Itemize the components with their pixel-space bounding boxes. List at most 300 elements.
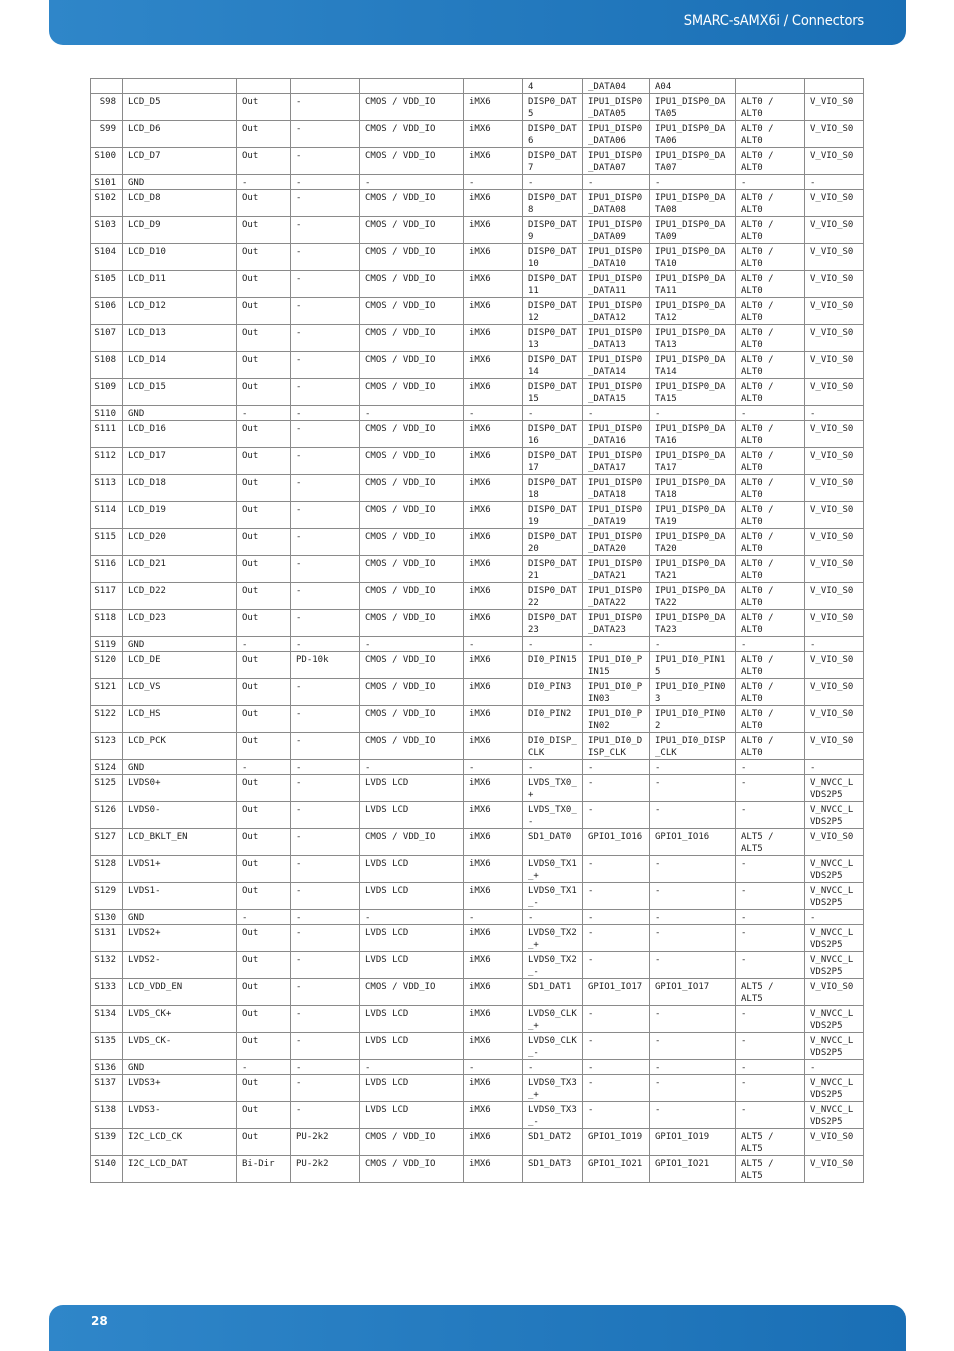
table-cell: - <box>237 910 291 925</box>
table-cell: S102 <box>91 190 123 217</box>
table-cell: V_VIO_S0 <box>805 679 864 706</box>
table-cell: - <box>650 856 736 883</box>
table-cell: DISP0_DAT19 <box>523 502 583 529</box>
table-cell: DISP0_DAT11 <box>523 271 583 298</box>
table-cell: CMOS / VDD_IO <box>360 1156 464 1183</box>
table-cell: V_VIO_S0 <box>805 190 864 217</box>
table-cell: GPIO1_IO17 <box>583 979 650 1006</box>
table-cell: - <box>237 406 291 421</box>
table-cell: - <box>360 1060 464 1075</box>
table-cell: - <box>650 802 736 829</box>
table-cell: LVDS0_TX3_+ <box>523 1075 583 1102</box>
table-cell: LCD_D23 <box>123 610 237 637</box>
table-cell: iMX6 <box>464 733 523 760</box>
table-cell: - <box>583 775 650 802</box>
table-cell: - <box>291 802 360 829</box>
table-cell: - <box>237 175 291 190</box>
table-cell: IPU1_DISP0_DATA11 <box>583 271 650 298</box>
table-row <box>91 637 864 652</box>
table-row <box>91 802 864 829</box>
table-cell: - <box>583 637 650 652</box>
table-cell: - <box>523 406 583 421</box>
table-cell: - <box>291 271 360 298</box>
table-cell: - <box>291 910 360 925</box>
table-cell: ALT0 / ALT0 <box>736 583 805 610</box>
table-cell: Out <box>237 679 291 706</box>
table-cell: Out <box>237 94 291 121</box>
table-row <box>91 94 864 121</box>
table-cell: V_VIO_S0 <box>805 1129 864 1156</box>
table-cell: iMX6 <box>464 379 523 406</box>
table-cell: CMOS / VDD_IO <box>360 829 464 856</box>
table-cell: DISP0_DAT17 <box>523 448 583 475</box>
table-cell: ALT0 / ALT0 <box>736 448 805 475</box>
table-cell: GPIO1_IO16 <box>583 829 650 856</box>
table-cell: - <box>650 406 736 421</box>
table-cell: - <box>291 637 360 652</box>
table-cell: iMX6 <box>464 1075 523 1102</box>
table-cell: V_VIO_S0 <box>805 352 864 379</box>
table-cell: V_VIO_S0 <box>805 217 864 244</box>
table-cell <box>360 79 464 94</box>
table-cell: DISP0_DAT9 <box>523 217 583 244</box>
table-cell: SD1_DAT3 <box>523 1156 583 1183</box>
table-cell: IPU1_DI0_PIN15 <box>650 652 736 679</box>
table-cell: DI0_DISP_CLK <box>523 733 583 760</box>
table-cell: IPU1_DISP0_DATA19 <box>650 502 736 529</box>
table-cell: iMX6 <box>464 421 523 448</box>
table-cell: LCD_D13 <box>123 325 237 352</box>
table-cell: LCD_D8 <box>123 190 237 217</box>
table-cell: - <box>237 760 291 775</box>
table-cell: S99 <box>91 121 123 148</box>
table-cell: LVDS0_TX2_+ <box>523 925 583 952</box>
table-cell: - <box>291 448 360 475</box>
table-cell: CMOS / VDD_IO <box>360 529 464 556</box>
table-cell: _DATA04 <box>583 79 650 94</box>
table-cell: - <box>805 760 864 775</box>
table-cell: V_VIO_S0 <box>805 379 864 406</box>
page-footer <box>49 1305 906 1351</box>
table-cell: - <box>291 583 360 610</box>
table-cell: iMX6 <box>464 556 523 583</box>
table-cell: DISP0_DAT23 <box>523 610 583 637</box>
table-cell: DISP0_DAT6 <box>523 121 583 148</box>
table-cell: S130 <box>91 910 123 925</box>
table-cell: iMX6 <box>464 271 523 298</box>
table-cell: DISP0_DAT5 <box>523 94 583 121</box>
table-cell: CMOS / VDD_IO <box>360 325 464 352</box>
table-cell: V_VIO_S0 <box>805 556 864 583</box>
table-cell: IPU1_DISP0_DATA06 <box>650 121 736 148</box>
table-cell: - <box>805 1060 864 1075</box>
table-cell: S101 <box>91 175 123 190</box>
table-row <box>91 856 864 883</box>
table-cell: V_NVCC_LVDS2P5 <box>805 775 864 802</box>
table-cell: V_NVCC_LVDS2P5 <box>805 883 864 910</box>
table-cell: V_VIO_S0 <box>805 298 864 325</box>
table-cell: - <box>736 1006 805 1033</box>
table-cell: - <box>650 925 736 952</box>
table-cell: ALT0 / ALT0 <box>736 502 805 529</box>
table-row <box>91 1006 864 1033</box>
table-cell: Out <box>237 1006 291 1033</box>
table-cell: LVDS0+ <box>123 775 237 802</box>
table-cell: LVDS LCD <box>360 952 464 979</box>
table-cell: IPU1_DISP0_DATA15 <box>583 379 650 406</box>
table-cell: iMX6 <box>464 1033 523 1060</box>
table-cell: - <box>291 244 360 271</box>
table-cell: LVDS LCD <box>360 1033 464 1060</box>
table-cell: S100 <box>91 148 123 175</box>
table-cell: - <box>291 925 360 952</box>
table-cell: - <box>291 856 360 883</box>
table-cell: IPU1_DISP0_DATA14 <box>583 352 650 379</box>
table-cell: - <box>583 1060 650 1075</box>
table-cell: iMX6 <box>464 1006 523 1033</box>
table-cell: CMOS / VDD_IO <box>360 679 464 706</box>
table-cell: - <box>736 952 805 979</box>
table-cell: I2C_LCD_DAT <box>123 1156 237 1183</box>
table-cell: IPU1_DISP0_DATA21 <box>583 556 650 583</box>
table-cell: GND <box>123 175 237 190</box>
table-cell: iMX6 <box>464 706 523 733</box>
table-cell: IPU1_DISP0_DATA10 <box>583 244 650 271</box>
table-cell: V_VIO_S0 <box>805 148 864 175</box>
table-cell: LCD_D20 <box>123 529 237 556</box>
table-cell: LVDS0_TX3_- <box>523 1102 583 1129</box>
table-cell: CMOS / VDD_IO <box>360 1129 464 1156</box>
table-cell: - <box>650 883 736 910</box>
table-cell: - <box>291 121 360 148</box>
table-cell: DISP0_DAT18 <box>523 475 583 502</box>
table-cell: I2C_LCD_CK <box>123 1129 237 1156</box>
table-cell: - <box>360 406 464 421</box>
table-row <box>91 79 864 94</box>
table-cell: LCD_D17 <box>123 448 237 475</box>
table-cell: ALT0 / ALT0 <box>736 352 805 379</box>
table-cell: ALT0 / ALT0 <box>736 706 805 733</box>
table-cell: - <box>736 760 805 775</box>
table-cell: iMX6 <box>464 148 523 175</box>
table-row <box>91 1033 864 1060</box>
table-cell: - <box>291 175 360 190</box>
table-cell: LVDS_CK+ <box>123 1006 237 1033</box>
table-cell: - <box>650 760 736 775</box>
table-cell: iMX6 <box>464 502 523 529</box>
table-cell: - <box>523 760 583 775</box>
table-cell: V_VIO_S0 <box>805 610 864 637</box>
table-cell: LVDS0_TX2_- <box>523 952 583 979</box>
table-cell: - <box>583 952 650 979</box>
table-cell: - <box>650 637 736 652</box>
table-cell: S116 <box>91 556 123 583</box>
table-row <box>91 244 864 271</box>
table-cell: - <box>360 175 464 190</box>
table-cell: IPU1_DISP0_DATA13 <box>583 325 650 352</box>
table-cell: S110 <box>91 406 123 421</box>
table-cell: CMOS / VDD_IO <box>360 190 464 217</box>
table-cell: LVDS0_TX1_- <box>523 883 583 910</box>
table-cell: CMOS / VDD_IO <box>360 475 464 502</box>
table-cell: Out <box>237 352 291 379</box>
table-cell: S124 <box>91 760 123 775</box>
table-row <box>91 475 864 502</box>
table-cell: IPU1_DI0_PIN02 <box>583 706 650 733</box>
table-cell: - <box>360 760 464 775</box>
table-cell: LCD_D10 <box>123 244 237 271</box>
table-cell: iMX6 <box>464 1102 523 1129</box>
table-row <box>91 298 864 325</box>
table-cell: Out <box>237 379 291 406</box>
table-cell: iMX6 <box>464 244 523 271</box>
table-cell: CMOS / VDD_IO <box>360 352 464 379</box>
table-cell: S117 <box>91 583 123 610</box>
table-cell: S127 <box>91 829 123 856</box>
table-cell: Out <box>237 652 291 679</box>
table-cell: LVDS LCD <box>360 1006 464 1033</box>
table-cell: - <box>291 760 360 775</box>
table-cell: LVDS2+ <box>123 925 237 952</box>
table-cell: GPIO1_IO19 <box>583 1129 650 1156</box>
table-cell <box>805 79 864 94</box>
table-cell: V_VIO_S0 <box>805 421 864 448</box>
table-cell: - <box>464 406 523 421</box>
table-cell: - <box>291 502 360 529</box>
table-cell: - <box>360 910 464 925</box>
table-cell: - <box>291 94 360 121</box>
table-cell: - <box>736 1060 805 1075</box>
table-cell: ALT0 / ALT0 <box>736 325 805 352</box>
table-row <box>91 979 864 1006</box>
table-cell: CMOS / VDD_IO <box>360 502 464 529</box>
table-cell: LCD_D11 <box>123 271 237 298</box>
table-cell: LVDS3+ <box>123 1075 237 1102</box>
table-cell: LCD_D19 <box>123 502 237 529</box>
table-cell: - <box>237 1060 291 1075</box>
table-cell: IPU1_DISP0_DATA06 <box>583 121 650 148</box>
table-cell: SD1_DAT1 <box>523 979 583 1006</box>
table-cell: - <box>523 910 583 925</box>
table-cell: S131 <box>91 925 123 952</box>
table-cell: LVDS3- <box>123 1102 237 1129</box>
table-cell: - <box>291 190 360 217</box>
table-cell: - <box>291 406 360 421</box>
table-cell: GPIO1_IO19 <box>650 1129 736 1156</box>
table-cell: PD-10k <box>291 652 360 679</box>
table-cell: S139 <box>91 1129 123 1156</box>
table-cell: PU-2k2 <box>291 1156 360 1183</box>
table-row <box>91 733 864 760</box>
table-cell: LCD_D7 <box>123 148 237 175</box>
table-cell: - <box>291 829 360 856</box>
table-cell: V_VIO_S0 <box>805 979 864 1006</box>
table-cell: LVDS LCD <box>360 883 464 910</box>
table-cell: - <box>736 925 805 952</box>
table-row <box>91 925 864 952</box>
table-cell <box>736 79 805 94</box>
table-cell: iMX6 <box>464 1156 523 1183</box>
table-cell: Out <box>237 802 291 829</box>
table-cell: iMX6 <box>464 475 523 502</box>
table-cell: IPU1_DI0_PIN03 <box>650 679 736 706</box>
table-cell: Out <box>237 979 291 1006</box>
table-cell: LVDS1+ <box>123 856 237 883</box>
table-cell: Out <box>237 421 291 448</box>
table-cell: S121 <box>91 679 123 706</box>
table-cell: - <box>736 802 805 829</box>
table-cell: - <box>291 679 360 706</box>
table-cell: IPU1_DISP0_DATA13 <box>650 325 736 352</box>
table-cell: V_VIO_S0 <box>805 244 864 271</box>
table-cell: V_NVCC_LVDS2P5 <box>805 856 864 883</box>
table-cell: - <box>523 1060 583 1075</box>
table-cell: Out <box>237 121 291 148</box>
table-cell: V_NVCC_LVDS2P5 <box>805 1006 864 1033</box>
table-cell: LCD_HS <box>123 706 237 733</box>
table-cell: ALT0 / ALT0 <box>736 298 805 325</box>
table-cell: DISP0_DAT16 <box>523 421 583 448</box>
table-cell: Out <box>237 190 291 217</box>
table-cell: iMX6 <box>464 652 523 679</box>
table-cell: LVDS LCD <box>360 1075 464 1102</box>
table-cell: GND <box>123 1060 237 1075</box>
table-cell: DISP0_DAT21 <box>523 556 583 583</box>
table-cell: - <box>650 952 736 979</box>
table-row <box>91 421 864 448</box>
table-cell: S137 <box>91 1075 123 1102</box>
table-cell: LVDS_CK- <box>123 1033 237 1060</box>
table-cell: iMX6 <box>464 856 523 883</box>
table-cell: - <box>583 1033 650 1060</box>
table-cell: - <box>464 1060 523 1075</box>
table-cell: iMX6 <box>464 952 523 979</box>
table-cell: iMX6 <box>464 802 523 829</box>
table-cell <box>237 79 291 94</box>
table-cell: IPU1_DISP0_DATA07 <box>583 148 650 175</box>
table-cell: CMOS / VDD_IO <box>360 556 464 583</box>
table-cell: DISP0_DAT8 <box>523 190 583 217</box>
table-cell: IPU1_DISP0_DATA17 <box>583 448 650 475</box>
table-cell: S140 <box>91 1156 123 1183</box>
table-row <box>91 271 864 298</box>
table-cell: S128 <box>91 856 123 883</box>
table-cell: - <box>291 325 360 352</box>
table-cell: - <box>291 706 360 733</box>
table-cell: Out <box>237 448 291 475</box>
table-cell: S107 <box>91 325 123 352</box>
table-cell: - <box>291 1102 360 1129</box>
table-cell: V_VIO_S0 <box>805 325 864 352</box>
table-cell: S103 <box>91 217 123 244</box>
table-cell: LCD_D22 <box>123 583 237 610</box>
table-cell: ALT0 / ALT0 <box>736 121 805 148</box>
table-row <box>91 148 864 175</box>
table-cell: Out <box>237 583 291 610</box>
table-cell: iMX6 <box>464 325 523 352</box>
table-cell: CMOS / VDD_IO <box>360 217 464 244</box>
table-cell: Out <box>237 529 291 556</box>
table-cell: LCD_BKLT_EN <box>123 829 237 856</box>
table-cell: - <box>583 925 650 952</box>
table-cell: CMOS / VDD_IO <box>360 706 464 733</box>
table-row <box>91 121 864 148</box>
table-cell: - <box>464 910 523 925</box>
table-cell: iMX6 <box>464 925 523 952</box>
table-row <box>91 775 864 802</box>
table-row <box>91 529 864 556</box>
table-cell: Out <box>237 610 291 637</box>
table-cell: A04 <box>650 79 736 94</box>
table-cell: Out <box>237 1075 291 1102</box>
table-cell: Out <box>237 1102 291 1129</box>
table-cell: ALT0 / ALT0 <box>736 610 805 637</box>
table-cell: CMOS / VDD_IO <box>360 271 464 298</box>
table-cell: - <box>736 406 805 421</box>
table-cell: DISP0_DAT15 <box>523 379 583 406</box>
table-cell: - <box>583 1075 650 1102</box>
table-row <box>91 1102 864 1129</box>
table-cell: IPU1_DISP0_DATA05 <box>583 94 650 121</box>
table-cell: IPU1_DISP0_DATA08 <box>650 190 736 217</box>
table-cell: Out <box>237 775 291 802</box>
table-cell: - <box>650 1006 736 1033</box>
table-cell: ALT5 / ALT5 <box>736 1156 805 1183</box>
table-cell: - <box>736 1033 805 1060</box>
table-cell: CMOS / VDD_IO <box>360 733 464 760</box>
table-cell: LCD_D14 <box>123 352 237 379</box>
table-cell: - <box>583 856 650 883</box>
table-cell: S112 <box>91 448 123 475</box>
table-cell: iMX6 <box>464 1129 523 1156</box>
table-cell: Out <box>237 556 291 583</box>
table-cell: - <box>291 475 360 502</box>
table-cell: - <box>291 421 360 448</box>
table-cell: Out <box>237 271 291 298</box>
table-cell: CMOS / VDD_IO <box>360 148 464 175</box>
table-cell: - <box>583 1102 650 1129</box>
table-cell: IPU1_DISP0_DATA10 <box>650 244 736 271</box>
table-cell: - <box>583 1006 650 1033</box>
table-cell: Out <box>237 1129 291 1156</box>
table-cell: - <box>805 637 864 652</box>
table-cell: LCD_D15 <box>123 379 237 406</box>
table-row <box>91 325 864 352</box>
table-cell <box>291 79 360 94</box>
table-cell: iMX6 <box>464 610 523 637</box>
table-cell: - <box>736 856 805 883</box>
table-cell: DISP0_DAT13 <box>523 325 583 352</box>
table-cell: DISP0_DAT12 <box>523 298 583 325</box>
page-header <box>49 0 906 45</box>
table-row <box>91 175 864 190</box>
table-cell: IPU1_DISP0_DATA09 <box>583 217 650 244</box>
table-cell: iMX6 <box>464 775 523 802</box>
table-cell: IPU1_DI0_PIN02 <box>650 706 736 733</box>
table-cell: LCD_D18 <box>123 475 237 502</box>
table-cell: CMOS / VDD_IO <box>360 652 464 679</box>
table-cell: Out <box>237 925 291 952</box>
table-cell: V_NVCC_LVDS2P5 <box>805 1033 864 1060</box>
table-cell: GND <box>123 760 237 775</box>
table-cell: V_VIO_S0 <box>805 652 864 679</box>
table-cell: S138 <box>91 1102 123 1129</box>
table-row <box>91 1156 864 1183</box>
table-cell: - <box>736 910 805 925</box>
table-cell: - <box>650 1102 736 1129</box>
table-cell: DISP0_DAT10 <box>523 244 583 271</box>
table-row <box>91 502 864 529</box>
